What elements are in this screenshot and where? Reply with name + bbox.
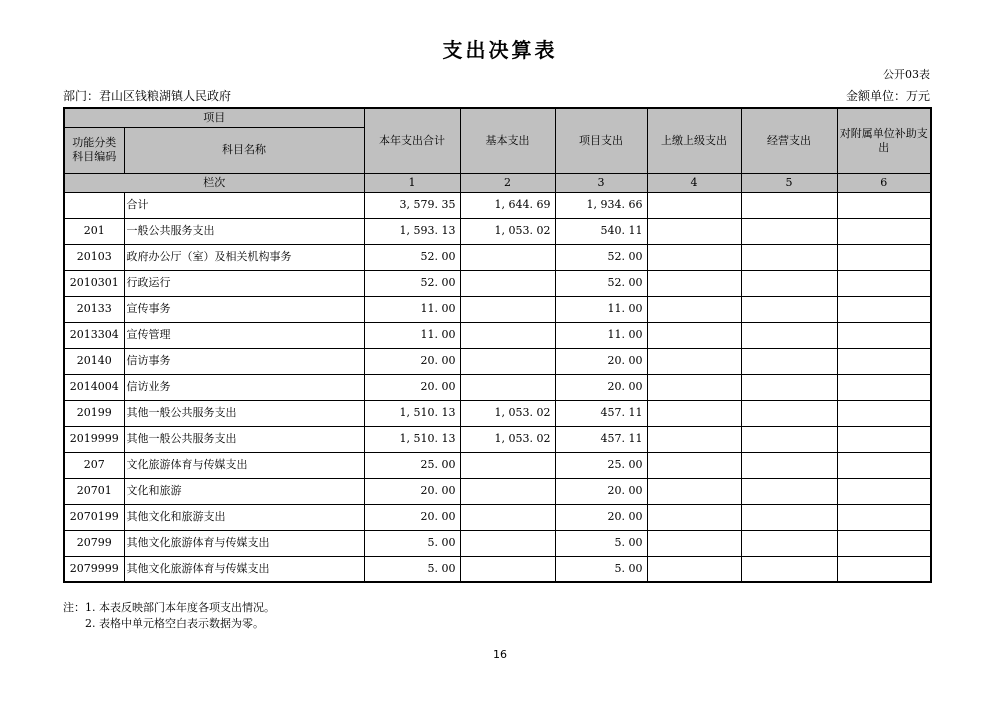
lanci-number-2: 2	[460, 173, 555, 192]
cell-basic	[460, 452, 555, 478]
header-col-basic: 基本支出	[460, 108, 555, 173]
cell-basic	[460, 504, 555, 530]
cell-upper	[647, 322, 741, 348]
cell-basic	[460, 270, 555, 296]
cell-upper	[647, 530, 741, 556]
cell-subsidy	[837, 322, 931, 348]
cell-total: 11. 00	[364, 296, 460, 322]
cell-code: 2010301	[64, 270, 124, 296]
header-name-label: 科目名称	[124, 127, 364, 173]
cell-subsidy	[837, 296, 931, 322]
cell-total: 25. 00	[364, 452, 460, 478]
table-row	[64, 426, 931, 452]
cell-code	[64, 192, 124, 218]
cell-total: 52. 00	[364, 244, 460, 270]
cell-name: 行政运行	[124, 270, 364, 296]
cell-project: 25. 00	[555, 452, 647, 478]
cell-operating	[741, 192, 837, 218]
lanci-number-1: 1	[364, 173, 460, 192]
cell-code: 20103	[64, 244, 124, 270]
header-col-upper: 上缴上级支出	[647, 108, 741, 173]
cell-code: 207	[64, 452, 124, 478]
cell-name: 政府办公厅（室）及相关机构事务	[124, 244, 364, 270]
cell-upper	[647, 400, 741, 426]
table-row	[64, 556, 931, 582]
cell-basic	[460, 374, 555, 400]
header-col-project: 项目支出	[555, 108, 647, 173]
table-row	[64, 478, 931, 504]
cell-subsidy	[837, 348, 931, 374]
cell-total: 11. 00	[364, 322, 460, 348]
lanci-number-3: 3	[555, 173, 647, 192]
cell-project: 52. 00	[555, 244, 647, 270]
cell-name: 其他一般公共服务支出	[124, 400, 364, 426]
page-number: 16	[493, 648, 507, 661]
cell-name: 其他文化旅游体育与传媒支出	[124, 530, 364, 556]
cell-project: 20. 00	[555, 374, 647, 400]
cell-basic	[460, 530, 555, 556]
cell-code: 2070199	[64, 504, 124, 530]
cell-subsidy	[837, 374, 931, 400]
cell-name: 信访业务	[124, 374, 364, 400]
note-line-1: 注：1. 本表反映部门本年度各项支出情况。	[63, 601, 275, 614]
table-row	[64, 270, 931, 296]
cell-operating	[741, 478, 837, 504]
cell-total: 1, 510. 13	[364, 426, 460, 452]
table-row	[64, 192, 931, 218]
cell-code: 20133	[64, 296, 124, 322]
cell-operating	[741, 244, 837, 270]
header-code-label	[64, 127, 124, 173]
cell-operating	[741, 270, 837, 296]
cell-code: 20199	[64, 400, 124, 426]
header-col-total: 本年支出合计	[364, 108, 460, 173]
cell-total: 20. 00	[364, 478, 460, 504]
cell-project: 20. 00	[555, 478, 647, 504]
cell-upper	[647, 270, 741, 296]
cell-project: 540. 11	[555, 218, 647, 244]
cell-total: 20. 00	[364, 504, 460, 530]
cell-operating	[741, 374, 837, 400]
cell-code: 20799	[64, 530, 124, 556]
header-project-group: 项目	[64, 108, 364, 127]
cell-code: 20140	[64, 348, 124, 374]
table-row	[64, 296, 931, 322]
department-label: 部门：君山区钱粮湖镇人民政府	[63, 89, 232, 103]
cell-operating	[741, 218, 837, 244]
table-row	[64, 374, 931, 400]
cell-code: 20701	[64, 478, 124, 504]
cell-subsidy	[837, 530, 931, 556]
cell-upper	[647, 192, 741, 218]
cell-upper	[647, 218, 741, 244]
cell-basic: 1, 644. 69	[460, 192, 555, 218]
cell-code: 2013304	[64, 322, 124, 348]
cell-total: 3, 579. 35	[364, 192, 460, 218]
cell-basic: 1, 053. 02	[460, 400, 555, 426]
cell-operating	[741, 322, 837, 348]
notes	[63, 600, 930, 632]
cell-basic	[460, 296, 555, 322]
cell-project: 1, 934. 66	[555, 192, 647, 218]
cell-name: 合计	[124, 192, 364, 218]
amount-unit-label: 金额单位：万元	[845, 89, 930, 103]
header-row-lanci	[64, 173, 931, 192]
cell-name: 其他文化旅游体育与传媒支出	[124, 556, 364, 582]
cell-operating	[741, 504, 837, 530]
cell-project: 20. 00	[555, 504, 647, 530]
table-row	[64, 504, 931, 530]
cell-subsidy	[837, 452, 931, 478]
cell-project: 11. 00	[555, 296, 647, 322]
cell-upper	[647, 452, 741, 478]
cell-upper	[647, 348, 741, 374]
expenditure-table	[63, 107, 932, 583]
lanci-number-6: 6	[837, 173, 931, 192]
header-code-line1: 功能分类	[72, 136, 117, 150]
cell-name: 文化旅游体育与传媒支出	[124, 452, 364, 478]
note-line-2: 2. 表格中单元格空白表示数据为零。	[85, 617, 264, 630]
cell-operating	[741, 400, 837, 426]
cell-basic	[460, 478, 555, 504]
cell-upper	[647, 374, 741, 400]
cell-operating	[741, 426, 837, 452]
cell-name: 一般公共服务支出	[124, 218, 364, 244]
header-row-group	[64, 108, 931, 127]
cell-basic: 1, 053. 02	[460, 426, 555, 452]
table-row	[64, 244, 931, 270]
cell-upper	[647, 296, 741, 322]
table-row	[64, 322, 931, 348]
cell-operating	[741, 530, 837, 556]
cell-operating	[741, 348, 837, 374]
cell-subsidy	[837, 504, 931, 530]
cell-project: 457. 11	[555, 400, 647, 426]
cell-upper	[647, 426, 741, 452]
cell-basic	[460, 348, 555, 374]
cell-basic	[460, 556, 555, 582]
cell-subsidy	[837, 192, 931, 218]
cell-operating	[741, 296, 837, 322]
table-row	[64, 400, 931, 426]
cell-upper	[647, 478, 741, 504]
table-row	[64, 530, 931, 556]
table-row	[64, 348, 931, 374]
cell-basic	[460, 244, 555, 270]
cell-name: 信访事务	[124, 348, 364, 374]
cell-name: 宣传管理	[124, 322, 364, 348]
lanci-number-4: 4	[647, 173, 741, 192]
cell-subsidy	[837, 244, 931, 270]
cell-basic	[460, 322, 555, 348]
cell-subsidy	[837, 270, 931, 296]
cell-project: 5. 00	[555, 556, 647, 582]
cell-code: 201	[64, 218, 124, 244]
cell-project: 11. 00	[555, 322, 647, 348]
header-col-operating: 经营支出	[741, 108, 837, 173]
cell-operating	[741, 452, 837, 478]
lanci-label: 栏次	[64, 173, 364, 192]
cell-project: 52. 00	[555, 270, 647, 296]
cell-total: 1, 593. 13	[364, 218, 460, 244]
cell-name: 文化和旅游	[124, 478, 364, 504]
table-row	[64, 218, 931, 244]
header-col-subsidy: 对附属单位补助支出	[837, 108, 931, 173]
cell-subsidy	[837, 556, 931, 582]
cell-project: 20. 00	[555, 348, 647, 374]
cell-name: 宣传事务	[124, 296, 364, 322]
meta-row	[63, 87, 930, 104]
cell-subsidy	[837, 400, 931, 426]
header-code-line2: 科目编码	[72, 150, 117, 163]
cell-total: 52. 00	[364, 270, 460, 296]
cell-code: 2079999	[64, 556, 124, 582]
cell-total: 1, 510. 13	[364, 400, 460, 426]
cell-total: 5. 00	[364, 556, 460, 582]
cell-total: 20. 00	[364, 348, 460, 374]
cell-operating	[741, 556, 837, 582]
cell-name: 其他一般公共服务支出	[124, 426, 364, 452]
lanci-number-5: 5	[741, 173, 837, 192]
cell-subsidy	[837, 426, 931, 452]
cell-project: 457. 11	[555, 426, 647, 452]
cell-upper	[647, 504, 741, 530]
cell-code: 2019999	[64, 426, 124, 452]
cell-upper	[647, 556, 741, 582]
cell-subsidy	[837, 218, 931, 244]
cell-code: 2014004	[64, 374, 124, 400]
cell-subsidy	[837, 478, 931, 504]
cell-upper	[647, 244, 741, 270]
cell-name: 其他文化和旅游支出	[124, 504, 364, 530]
page-title: 支出决算表	[442, 38, 558, 62]
cell-total: 5. 00	[364, 530, 460, 556]
cell-project: 5. 00	[555, 530, 647, 556]
table-row	[64, 452, 931, 478]
cell-total: 20. 00	[364, 374, 460, 400]
table-code-label: 公开03表	[883, 68, 930, 81]
cell-basic: 1, 053. 02	[460, 218, 555, 244]
